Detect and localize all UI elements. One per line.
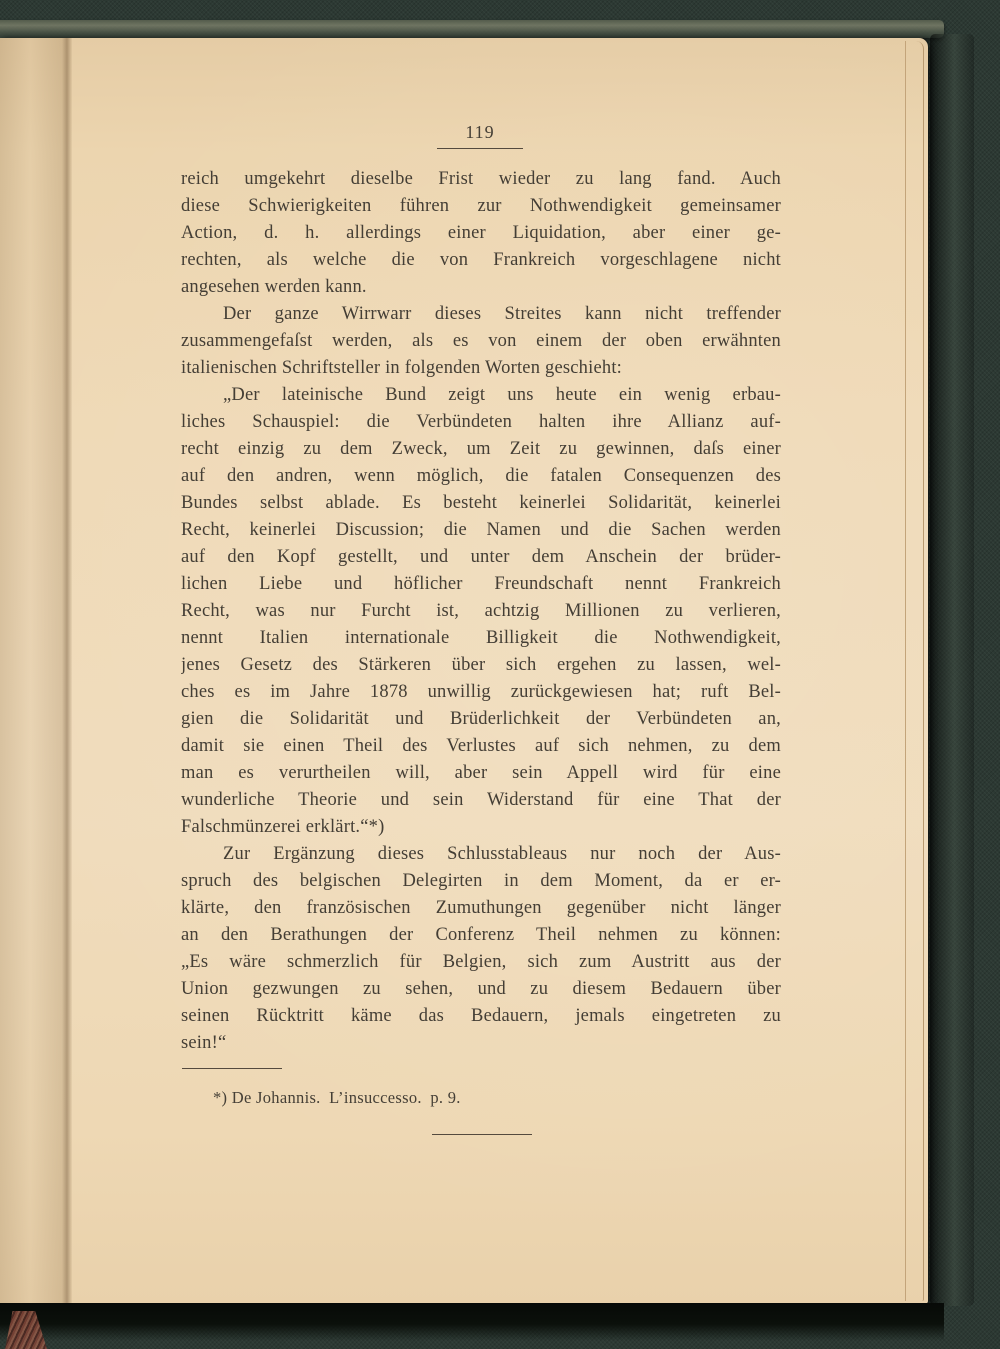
text-line: zusammengefaſst werden, als es von einem der oben erwähnten [181, 331, 781, 351]
text-line: lichen Liebe und höflicher Freundschaft nennt Frankreich [181, 574, 781, 594]
text-line: recht einzig zu dem Zweck, um Zeit zu gewinnen, daſs einer [181, 439, 781, 459]
text-line: angesehen werden kann. [181, 277, 367, 297]
text-line: italienischen Schriftsteller in folgenden Worten geschieht: [181, 358, 622, 378]
text-line: liches Schauspiel: die Verbündeten halten ihre Allianz auf- [181, 412, 781, 432]
text-line: auf den Kopf gestellt, und unter dem Anschein der brüder- [181, 547, 781, 567]
text-line: sein!“ [181, 1033, 227, 1053]
text-line: reich umgekehrt dieselbe Frist wieder zu lang fand. Auch [181, 169, 781, 189]
text-line: Union gezwungen zu sehen, und zu diesem Bedauern über [181, 979, 781, 999]
book-page [0, 38, 928, 1304]
text-line: Bundes selbst ablade. Es besteht keinerlei Solidarität, keinerlei [181, 493, 781, 513]
page-number: 119 [437, 122, 522, 149]
footnote-separator-rule [182, 1068, 282, 1069]
text-line: Recht, was nur Furcht ist, achtzig Millionen zu verlieren, [181, 601, 781, 621]
cover-board-top-edge [0, 20, 944, 38]
text-line: „Der lateinische Bund zeigt uns heute ein wenig erbau- [223, 385, 781, 405]
text-line: spruch des belgischen Delegirten in dem Moment, da er er- [181, 871, 781, 891]
text-line: ches es im Jahre 1878 unwillig zurückgewiesen hat; ruft Bel- [181, 682, 781, 702]
page-shadow [0, 1303, 944, 1341]
text-line: Falschmünzerei erklärt.“*) [181, 817, 385, 837]
text-line: rechten, als welche die von Frankreich vorgeschlagene nicht [181, 250, 781, 270]
footnote: *) De Johannis. L’insuccesso. p. 9. [213, 1088, 461, 1107]
page-edge-lines [905, 41, 924, 1301]
text-line: an den Berathungen der Conferenz Theil nehmen zu können: [181, 925, 781, 945]
text-line: nennt Italien internationale Billigkeit die Nothwendigkeit, [181, 628, 781, 648]
text-line: Action, d. h. allerdings einer Liquidation, aber einer ge- [181, 223, 781, 243]
text-line: gien die Solidarität und Brüderlichkeit der Verbündeten an, [181, 709, 781, 729]
section-end-rule [432, 1134, 532, 1135]
cover-turn-in-strip [930, 34, 974, 1306]
text-line: auf den andren, wenn möglich, die fatalen Consequenzen des [181, 466, 781, 486]
text-line: „Es wäre schmerzlich für Belgien, sich zum Austritt aus der [181, 952, 781, 972]
text-line: diese Schwierigkeiten führen zur Nothwendigkeit gemeinsamer [181, 196, 781, 216]
text-line: Recht, keinerlei Discussion; die Namen und die Sachen werden [181, 520, 781, 540]
page-gutter-shading [0, 38, 72, 1304]
text-line: jenes Gesetz des Stärkeren über sich ergehen zu lassen, wel- [181, 655, 781, 675]
text-line: damit sie einen Theil des Verlustes auf sich nehmen, zu dem [181, 736, 781, 756]
text-line: seinen Rücktritt käme das Bedauern, jemals eingetreten zu [181, 1006, 781, 1026]
body-text [181, 166, 781, 1057]
text-line: man es verurtheilen will, aber sein Appell wird für eine [181, 763, 781, 783]
page-header [180, 122, 780, 149]
text-line: wunderliche Theorie und sein Widerstand für eine That der [181, 790, 781, 810]
text-line: klärte, den französischen Zumuthungen gegenüber nicht länger [181, 898, 781, 918]
text-line: Zur Ergänzung dieses Schlusstableaus nur noch der Aus- [223, 844, 781, 864]
text-line: Der ganze Wirrwarr dieses Streites kann nicht treffender [223, 304, 781, 324]
